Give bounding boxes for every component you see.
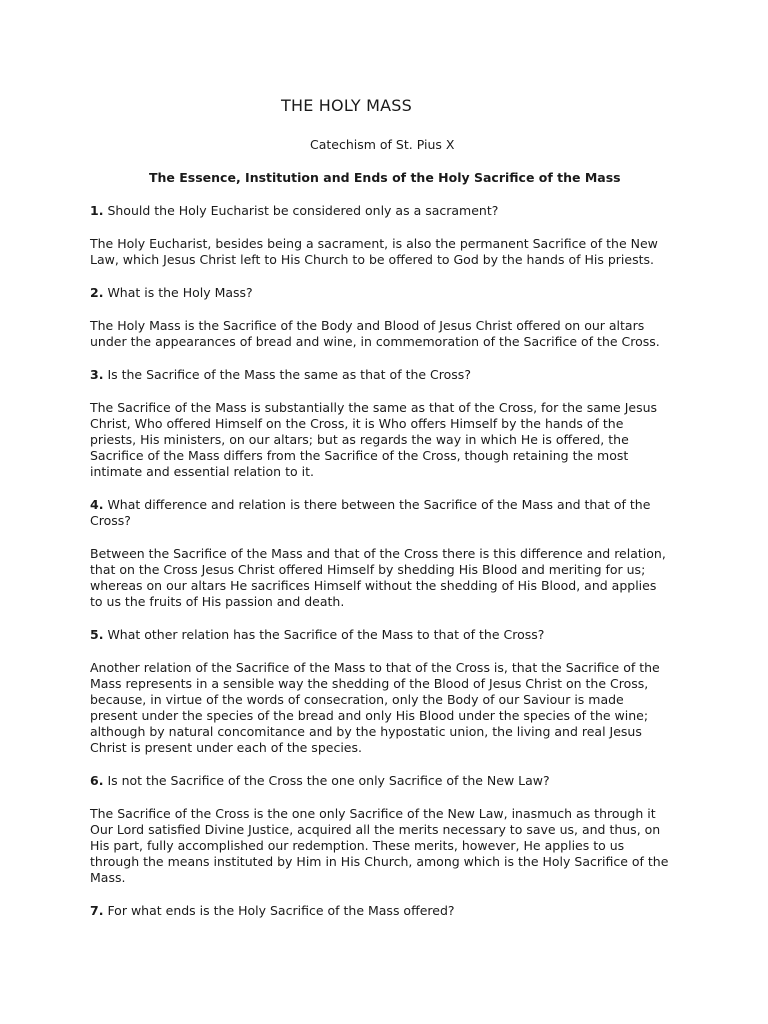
question-text: What difference and relation is there between the Sacrifice of the Mass and that of the — [107, 497, 651, 512]
qa-item — [90, 497, 690, 610]
answer-line: Law, which Jesus Christ left to His Church to be offered to God by the hands of His priests. — [90, 252, 654, 267]
question-number: 6. — [90, 773, 104, 788]
question — [90, 773, 690, 789]
question — [90, 497, 690, 529]
answer-line: Between the Sacrifice of the Mass and that of the Cross there is this difference and relation, — [90, 546, 666, 561]
answer-line: intimate and essential relation to it. — [90, 464, 314, 479]
answer — [90, 660, 690, 756]
answer-line: Sacrifice of the Mass differs from the Sacrifice of the Cross, though retaining the most — [90, 448, 629, 463]
question-text: What other relation has the Sacrifice of the Mass to that of the Cross? — [107, 627, 545, 642]
answer — [90, 400, 690, 480]
answer — [90, 806, 690, 886]
question — [90, 903, 690, 919]
answer-line: The Holy Eucharist, besides being a sacrament, is also the permanent Sacrifice of the New — [90, 236, 658, 251]
question-text: Should the Holy Eucharist be considered only as a sacrament? — [107, 203, 499, 218]
answer-line: Mass represents in a sensible way the shedding of the Blood of Jesus Christ on the Cross, — [90, 676, 649, 691]
question-number: 5. — [90, 627, 104, 642]
question-number: 1. — [90, 203, 104, 218]
document-subtitle: Catechism of St. Pius X — [310, 137, 455, 152]
answer-line: His part, fully accomplished our redemption. These merits, however, He applies to us — [90, 838, 625, 853]
qa-item — [90, 903, 690, 919]
answer — [90, 318, 690, 350]
answer-line: Our Lord satisfied Divine Justice, acquired all the merits necessary to save us, and thus, on — [90, 822, 661, 837]
qa-item — [90, 203, 690, 268]
answer-line: under the appearances of bread and wine, in commemoration of the Sacrifice of the Cross. — [90, 334, 660, 349]
answer-line: whereas on our altars He sacrifices Himself without the shedding of His Blood, and applies — [90, 578, 657, 593]
answer-line: to us the fruits of His passion and death. — [90, 594, 345, 609]
question-text: Is the Sacrifice of the Mass the same as that of the Cross? — [107, 367, 471, 382]
qa-list — [90, 203, 690, 919]
answer-line: although by natural concomitance and by the hypostatic union, the living and real Jesus — [90, 724, 642, 739]
answer-line: because, in virtue of the words of consecration, only the Body of our Saviour is made — [90, 692, 624, 707]
question — [90, 367, 690, 383]
answer-line: Another relation of the Sacrifice of the Mass to that of the Cross is, that the Sacrifice of the — [90, 660, 660, 675]
question-number: 3. — [90, 367, 104, 382]
document-page — [90, 96, 690, 919]
answer-line: Christ is present under each of the species. — [90, 740, 362, 755]
answer-line: Christ, Who offered Himself on the Cross, it is Who offers Himself by the hands of the — [90, 416, 624, 431]
question — [90, 285, 690, 301]
answer-line: present under the species of the bread and only His Blood under the species of the wine; — [90, 708, 649, 723]
question-number: 7. — [90, 903, 104, 918]
question — [90, 203, 690, 219]
answer-line: that on the Cross Jesus Christ offered Himself by shedding His Blood and meriting for us; — [90, 562, 646, 577]
question-text-continued: Cross? — [90, 513, 131, 528]
qa-item — [90, 627, 690, 756]
answer-line: priests, His ministers, on our altars; but as regards the way in which He is offered, the — [90, 432, 629, 447]
question-number: 2. — [90, 285, 104, 300]
section-heading: The Essence, Institution and Ends of the Holy Sacrifice of the Mass — [149, 170, 621, 185]
question-number: 4. — [90, 497, 104, 512]
qa-item — [90, 773, 690, 886]
qa-item — [90, 367, 690, 480]
answer-line: The Sacrifice of the Cross is the one only Sacrifice of the New Law, inasmuch as through it — [90, 806, 656, 821]
question-text: Is not the Sacrifice of the Cross the one only Sacrifice of the New Law? — [107, 773, 550, 788]
answer-line: through the means instituted by Him in His Church, among which is the Holy Sacrifice of the — [90, 854, 669, 869]
qa-item — [90, 285, 690, 350]
answer-line: The Holy Mass is the Sacrifice of the Body and Blood of Jesus Christ offered on our altars — [90, 318, 645, 333]
answer-line: The Sacrifice of the Mass is substantially the same as that of the Cross, for the same Jesus — [90, 400, 658, 415]
question — [90, 627, 690, 643]
document-title: THE HOLY MASS — [281, 96, 412, 115]
answer — [90, 236, 690, 268]
question-text: What is the Holy Mass? — [107, 285, 253, 300]
question-text: For what ends is the Holy Sacrifice of the Mass offered? — [107, 903, 455, 918]
answer — [90, 546, 690, 610]
answer-line: Mass. — [90, 870, 126, 885]
